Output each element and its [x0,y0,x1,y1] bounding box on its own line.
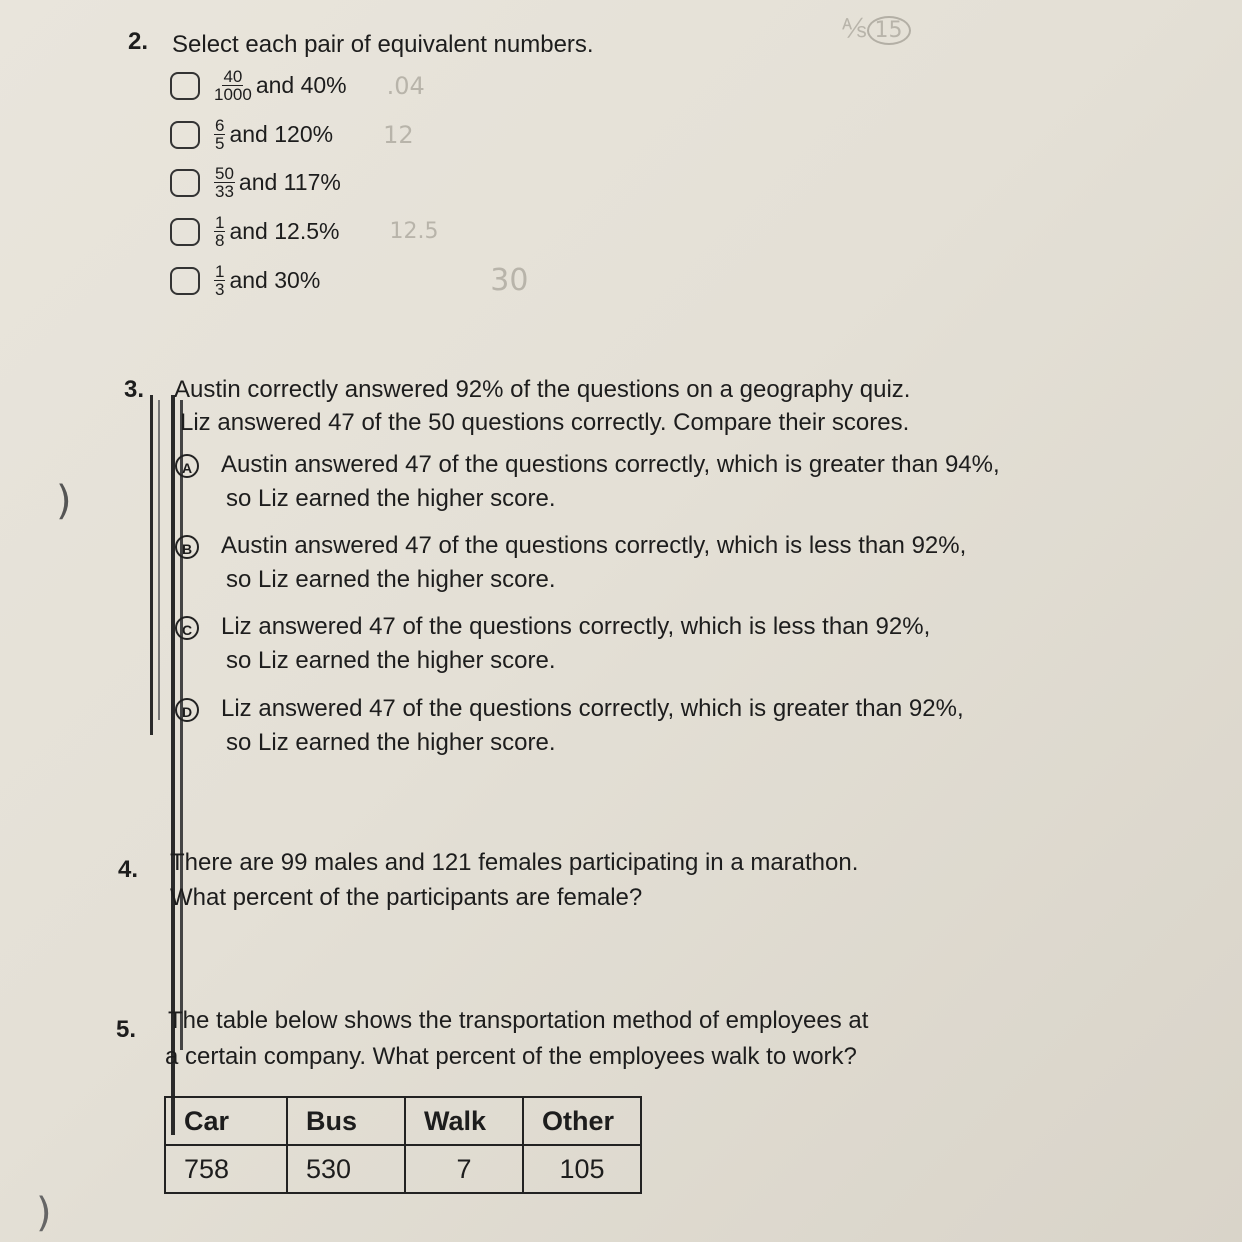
table-row [165,1145,641,1193]
answer-choice[interactable] [175,610,930,678]
checkbox[interactable] [170,169,200,197]
choice-bubble[interactable]: A [175,454,199,478]
question-line: The table below shows the transportation method of employees at [168,1007,869,1034]
table-header-cell: Walk [405,1097,523,1145]
circled-score-annotation: ⅍ 15 [842,10,911,45]
checkbox[interactable] [170,218,200,246]
fraction: $\frac{50}{33}$ [215,164,234,201]
margin-parenthesis: ) [36,1190,52,1236]
fraction: $\frac{1}{3}$ [215,262,225,299]
question-prompt: Select each pair of equivalent numbers. [172,31,594,58]
option-row[interactable] [170,117,414,152]
margin-line [150,395,153,735]
margin-parenthesis: ) [56,478,72,524]
question-line: There are 99 males and 121 females participating in a marathon. [170,849,859,876]
table-header-cell: Car [165,1097,287,1145]
table-header-cell: Bus [287,1097,405,1145]
table-cell: 7 [405,1145,523,1193]
question-line: Austin correctly answered 92% of the questions on a geography quiz. [174,376,911,403]
choice-text: Liz answered 47 of the questions correctly, which is greater than 92%, [221,695,964,722]
choice-bubble[interactable]: D [175,698,199,722]
question-number: 5. [116,1016,137,1043]
table-cell: 530 [287,1145,405,1193]
fraction: $\frac{1}{8}$ [215,213,225,250]
question-line: a certain company. What percent of the employees walk to work? [165,1043,857,1070]
question-line: What percent of the participants are female? [170,884,643,911]
option-row[interactable] [170,263,528,298]
table-cell: 105 [523,1145,641,1193]
pencil-note: 12 [383,120,414,149]
checkbox[interactable] [170,267,200,295]
margin-line [158,400,160,720]
option-text: and 120% [229,121,334,147]
choice-text: Liz answered 47 of the questions correctly, which is less than 92%, [221,613,931,640]
choice-text: so Liz earned the higher score. [226,729,556,756]
question-number: 4. [118,856,139,883]
checkbox[interactable] [170,72,200,100]
choice-text: so Liz earned the higher score. [226,566,556,593]
choice-text: Austin answered 47 of the questions correctly, which is greater than 94%, [221,451,1000,478]
fraction: $\frac{6}{5}$ [215,116,225,153]
pencil-note: 12.5 [389,219,439,244]
option-row[interactable] [170,165,341,200]
checkbox[interactable] [170,121,200,149]
pencil-note: .04 [386,71,425,100]
table-cell: 758 [165,1145,287,1193]
choice-text: so Liz earned the higher score. [226,485,556,512]
choice-bubble[interactable]: B [175,535,199,559]
option-row[interactable] [170,214,438,249]
answer-choice[interactable] [175,692,964,760]
table-header-cell: Other [523,1097,641,1145]
choice-bubble[interactable]: C [175,616,199,640]
question-number: 2. [128,28,149,55]
choice-text: Austin answered 47 of the questions correctly, which is less than 92%, [221,532,967,559]
option-row[interactable] [170,68,425,103]
option-text: and 12.5% [229,218,340,244]
fraction: $\frac{40}{1000}$ [214,67,252,104]
option-text: and 30% [229,267,321,293]
transport-table [164,1096,642,1194]
option-text: and 117% [238,169,341,195]
answer-choice[interactable] [175,448,1000,516]
table-header-row [165,1097,641,1145]
option-text: and 40% [255,72,347,98]
pencil-note: 30 [490,263,529,298]
question-line: Liz answered 47 of the 50 questions correctly. Compare their scores. [180,409,910,436]
question-number: 3. [124,376,145,403]
answer-choice[interactable] [175,529,966,597]
choice-text: so Liz earned the higher score. [226,647,556,674]
